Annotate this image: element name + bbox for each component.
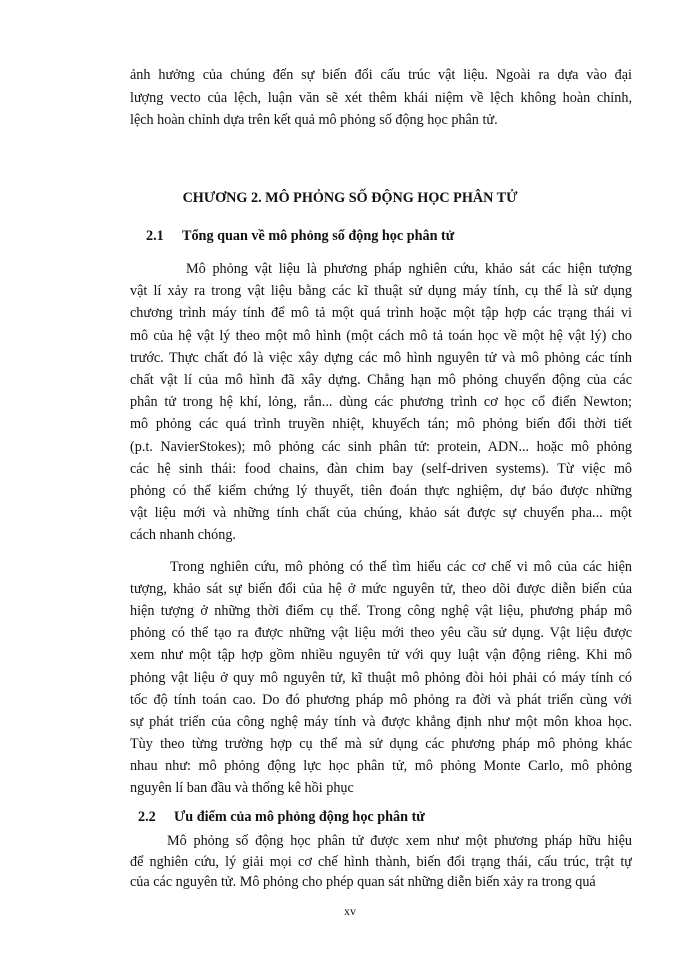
page-number: xv (344, 904, 356, 918)
text-line: phỏng vật liệu ở quy mô nguyên tử, kĩ thuật mô phỏng đòi hỏi phải có máy tính có (130, 669, 632, 686)
text-line: (p.t. NavierStokes); mô phỏng các sinh phân tử: protein, ADN... hoặc mô phỏng (130, 438, 632, 455)
text-line: trước. Thực chất đó là việc xây dựng các mô hình nguyên tử và mô phỏng các tính (130, 349, 632, 366)
text-line: sự phát triển của công nghệ máy tính và được khẳng định như một môn khoa học. (130, 713, 632, 730)
section-title: Ưu điểm của mô phỏng động học phân tử (174, 809, 425, 825)
chapter-title: CHƯƠNG 2. MÔ PHỎNG SỐ ĐỘNG HỌC PHÂN TỬ (182, 190, 518, 206)
text-line: của các nguyên tử. Mô phỏng cho phép quan sát những diễn biến xảy ra trong quá (130, 874, 596, 890)
text-line: hiện tượng ở những thời điểm cụ thể. Trong công nghệ vật liệu, phương pháp mô (130, 603, 632, 620)
text-line: các hệ sinh thái: food chains, đàn chim bay (self-driven systems). Từ việc mô (130, 460, 632, 477)
section-heading-2-2 (138, 809, 425, 826)
text-line: xem như một tập hợp gồm nhiều nguyên tử với quy luật vận động riêng. Khi mô (130, 647, 632, 664)
text-line: tốc độ tính toán cao. Do đó phương pháp mô phỏng ra đời và phát triển cùng với (130, 691, 632, 708)
text-line: cách nhanh chóng. (130, 527, 236, 544)
text-line: Mô phỏng số động học phân tử được xem như một phương pháp hữu hiệu (167, 833, 632, 849)
text-line: mô phỏng các quá trình truyền nhiệt, khuyếch tán; mô phỏng biến đổi thời tiết (130, 416, 632, 433)
text-line: nhau như: mô phỏng động lực học phân tử, mô phỏng Monte Carlo, mô phỏng (130, 757, 632, 774)
section-number: 2.2 (138, 809, 156, 825)
text-line: vật lí xảy ra trong vật liệu bằng các kĩ thuật sử dụng máy tính, cụ thể là sử dụng (130, 283, 632, 300)
text-line: chương trình máy tính để mô tả một quá trình hoặc một tập hợp các trạng thái vi (130, 305, 632, 322)
text-line: lượng vecto của lệch, luận văn sẽ xét thêm khái niệm về lệch không hoàn chỉnh, (130, 89, 632, 106)
text-line: Mô phỏng vật liệu là phương pháp nghiên cứu, khảo sát các hiện tượng (186, 261, 632, 277)
section-title: Tổng quan về mô phỏng số động học phân tử (182, 228, 455, 244)
text-line: tượng, khảo sát sự biến đổi của hệ ở mức nguyên tử, theo dõi được diễn biến của (130, 581, 632, 598)
text-line: lệch hoàn chỉnh dựa trên kết quả mô phỏng số động học phân tử. (130, 112, 498, 128)
text-line: mô của hệ vật lý theo một mô hình (một cách mô tả toán học về một hệ vật lý) cho (130, 327, 632, 344)
text-line: phỏng có thể kiểm chứng lý thuyết, tiên đoán thực nghiệm, dự báo được những (130, 483, 632, 499)
text-line: ảnh hưởng của chúng đến sự biến đổi cấu trúc vật liệu. Ngoài ra dựa vào đại (130, 67, 632, 83)
text-line: chất vật lí của mô hình đã xây dựng. Chẳng hạn mô phỏng chuyển động của các (130, 372, 632, 388)
text-line: phân tử trong hệ khí, lỏng, rắn... dùng các phương trình cơ học cổ điển Newton; (130, 394, 632, 411)
text-line: phỏng có thể tạo ra được những vật liệu mới theo yêu cầu sử dụng. Vật liệu được (130, 625, 632, 642)
section-heading-2-1 (146, 228, 454, 245)
text-line: vật liệu mới và những tính chất của chúng, khảo sát được sự chuyển pha... một (130, 505, 632, 522)
text-line: để nghiên cứu, lý giải mọi cơ chế hình thành, biến đổi trạng thái, cấu trúc, trật tự (130, 853, 632, 870)
text-line: nguyên lí ban đầu và thống kê hồi phục (130, 780, 354, 796)
section-number: 2.1 (146, 228, 164, 244)
text-line: Trong nghiên cứu, mô phỏng có thể tìm hiểu các cơ chế vi mô của các hiện (170, 559, 632, 575)
text-line: Tùy theo từng trường hợp cụ thể mà sử dụng các phương pháp mô phỏng khác (130, 735, 632, 752)
